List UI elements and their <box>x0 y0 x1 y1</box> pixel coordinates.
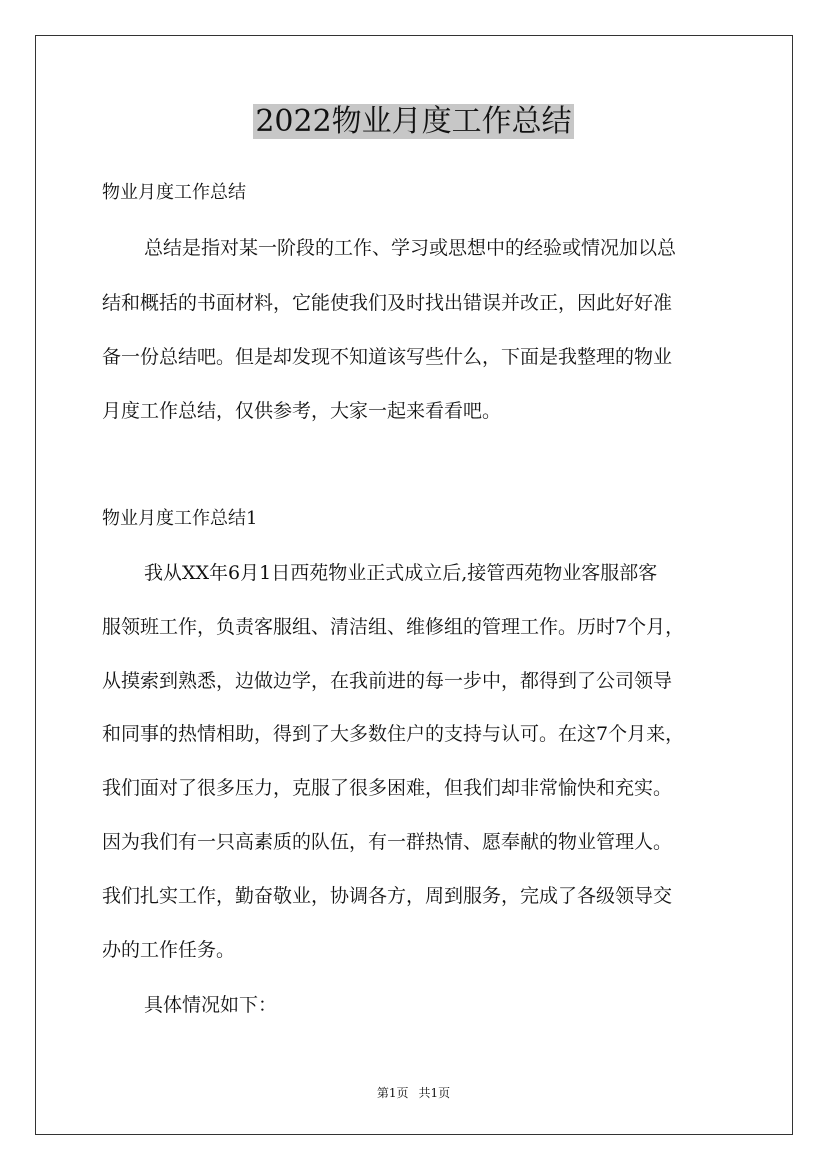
details-line: 具体情况如下： <box>144 994 278 1016</box>
body-line: 和同事的热情相助，得到了大多数住户的支持与认可。在这7个月来， <box>102 723 685 745</box>
body-line: 办的工作任务。 <box>102 939 236 961</box>
document-title <box>0 100 827 144</box>
intro-line: 月度工作总结，仅供参考，大家一起来看看吧。 <box>102 400 502 422</box>
subheading-1: 物业月度工作总结1 <box>102 508 258 529</box>
body-line: 因为我们有一只高素质的队伍，有一群热情、愿奉献的物业管理人。 <box>102 831 673 853</box>
section-heading: 物业月度工作总结 <box>102 182 246 203</box>
intro-line: 结和概括的书面材料，它能使我们及时找出错误并改正，因此好好准 <box>102 292 673 314</box>
body-line: 我们扎实工作，勤奋敬业，协调各方，周到服务，完成了各级领导交 <box>102 885 673 907</box>
page-total: 共1页 <box>418 1086 451 1100</box>
intro-line: 备一份总结吧。但是却发现不知道该写些什么，下面是我整理的物业 <box>102 346 673 368</box>
page-number: 第1页 <box>376 1086 409 1100</box>
body-line: 从摸索到熟悉，边做边学，在我前进的每一步中，都得到了公司领导 <box>102 670 673 692</box>
page-footer <box>0 1084 827 1102</box>
document-title-text: 2022物业月度工作总结 <box>255 104 572 139</box>
intro-line: 总结是指对某一阶段的工作、学习或思想中的经验或情况加以总 <box>144 237 677 259</box>
body-line: 服领班工作，负责客服组、清洁组、维修组的管理工作。历时7个月， <box>102 616 685 638</box>
body-line: 我们面对了很多压力，克服了很多困难，但我们却非常愉快和充实。 <box>102 777 673 799</box>
body-line: 我从XX年6月1日西苑物业正式成立后,接管西苑物业客服部客 <box>144 562 658 584</box>
